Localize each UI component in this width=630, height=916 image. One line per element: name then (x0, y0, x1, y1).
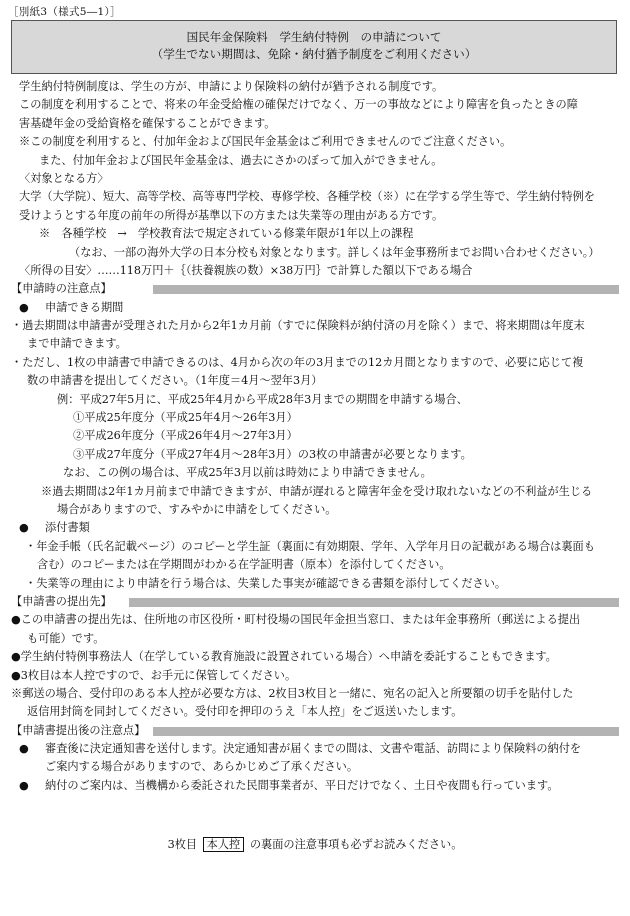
title-box (11, 20, 617, 74)
section-rule (129, 598, 619, 607)
intro-line: 害基礎年金の受給資格を確保することができます。 (19, 116, 276, 130)
bullet-item (11, 740, 621, 758)
bullet-item (11, 299, 621, 317)
example-item: ③平成27年度分（平成27年4月～28年3月）の3枚の申請書が必要となります。 (73, 447, 472, 461)
footer-prefix: 3枚目 (167, 838, 198, 851)
submission-line: も可能）です。 (27, 631, 105, 645)
submission-line: ●学生納付特例事務法人（在学している教育施設に設置されている場合）へ申請を委託することもできます。 (11, 650, 557, 664)
bullet-text: 審査後に決定通知書を送付します。決定通知書が届くまでの間は、文書や電話、訪問により保険料の納付を (45, 742, 582, 756)
bullet-text-cont: ご案内する場合がありますので、あらかじめご了承ください。 (45, 760, 359, 774)
footer-note (0, 836, 630, 854)
paragraph-line: ・過去期間は申請書が受理された月から2年1カ月前（すでに保険料が納付済の月を除く）まで、将来期間は年度末 (11, 319, 585, 333)
paragraph-line: 数の申請書を提出してください。（1年度＝4月～翌年3月） (27, 374, 323, 388)
attachment-line: ・失業等の理由により申請を行う場合は、失業した事実が確認できる書類を添付してください。 (25, 576, 507, 590)
target-heading: 〈対象となる方〉 (19, 171, 109, 185)
bullet-icon: ● (19, 521, 29, 535)
paragraph-line: ・ただし、1枚の申請書で申請できるのは、4月から次の年の3月までの12カ月間となりますので、必要に応じて複 (11, 355, 584, 369)
bullet-icon: ● (19, 742, 29, 756)
bullet-label: 申請できる期間 (45, 300, 124, 314)
attachment-line: ・年金手帳（氏名記載ページ）のコピーと学生証（裏面に有効期限、学年、入学年月日の記載がある場合は裏面も (25, 539, 595, 553)
example-note: なお、この例の場合は、平成25年3月以前は時効により申請できません。 (63, 466, 432, 480)
intro-line: 学生納付特例制度は、学生の方が、申請により保険料の納付が猶予される制度です。 (19, 80, 444, 93)
section-submission (11, 593, 621, 611)
example-item: ②平成26年度分（平成26年4月～27年3月） (73, 429, 298, 443)
school-note: ※ 各種学校 → 学校教育法で規定されている修業年限が1年以上の課程 (39, 227, 414, 241)
submission-line: ●3枚目は本人控ですので、お手元に保管してください。 (11, 668, 297, 682)
submission-line: ※郵送の場合、受付印のある本人控が必要な方は、2枚目3枚目と一緒に、宛名の記入と所要額の切手を貼付した (11, 686, 574, 700)
bullet-text: 納付のご案内は、当機構から委託された民間事業者が、平日だけでなく、土日や夜間も行っています。 (45, 778, 559, 792)
example-item: ①平成25年度分（平成25年4月～26年3月） (73, 411, 298, 425)
section-after-submission (11, 722, 621, 740)
intro-note: ※この制度を利用すると、付加年金および国民年金基金はご利用できませんのでご注意ください。 (19, 135, 512, 149)
section-heading: 【申請書の提出先】 (11, 594, 112, 608)
attachment-line: 含む）のコピーまたは在学期間がわかる在学証明書（原本）を添付してください。 (37, 558, 451, 572)
bullet-label: 添付書類 (45, 521, 90, 535)
bullet-item (11, 519, 621, 537)
bullet-item (11, 777, 621, 795)
section-rule (153, 285, 619, 294)
submission-line: 返信用封筒を同封してください。受付印を押印のうえ「本人控」をご返送いたします。 (27, 705, 463, 719)
footer-boxed-label: 本人控 (203, 837, 245, 852)
warning-line: ※過去期間は2年1カ月前まで申請できますが、申請が遅れると障害年金を受け取れないなどの不利益が生じる (41, 484, 593, 498)
intro-line: 受けようとする年度の前年の所得が基準以下の方または失業等の理由がある方です。 (19, 208, 444, 222)
intro-line: この制度を利用することで、将来の年金受給権の確保だけでなく、万一の事故などにより障害を負ったときの障 (19, 98, 578, 112)
title-line-1: 国民年金保険料 学生納付特例 の申請について (186, 30, 442, 44)
example-line: 例：平成27年5月に、平成25年4月から平成28年3月までの期間を申請する場合、 (57, 392, 468, 406)
section-heading: 【申請書提出後の注意点】 (11, 723, 146, 737)
intro-line: 大学（大学院）、短大、高等学校、高等専門学校、専修学校、各種学校（※）に在学する学生等で、学生納付特例を (19, 190, 595, 204)
intro-note-cont: また、付加年金および国民年金基金は、過去にさかのぼって加入ができません。 (39, 153, 443, 167)
section-application-notes (11, 280, 621, 298)
warning-line: 場合がありますので、すみやかに申請をしてください。 (57, 502, 337, 516)
section-rule (153, 727, 619, 736)
document-body (11, 78, 621, 795)
submission-line: ●この申請書の提出先は、住所地の市区役所・町村役場の国民年金担当窓口、または年金事務所（郵送による提出 (11, 613, 581, 627)
bullet-icon: ● (19, 778, 29, 792)
section-heading: 【申請時の注意点】 (11, 282, 112, 296)
school-note-cont: （なお、一部の海外大学の日本分校も対象となります。詳しくは年金事務所までお問い合わせください。） (69, 245, 600, 259)
form-reference: ［別紙3（様式5―1）］ (8, 6, 121, 18)
paragraph-line: まで申請できます。 (27, 337, 127, 351)
footer-suffix: の裏面の注意事項も必ずお読みください。 (249, 838, 463, 851)
income-guide: 〈所得の目安〉……118万円＋｛（扶養親族の数）×38万円｝で計算した額以下である場合 (19, 263, 473, 277)
bullet-icon: ● (19, 300, 29, 314)
title-line-2: （学生でない期間は、免除・納付猶予制度をご利用ください） (151, 47, 477, 61)
